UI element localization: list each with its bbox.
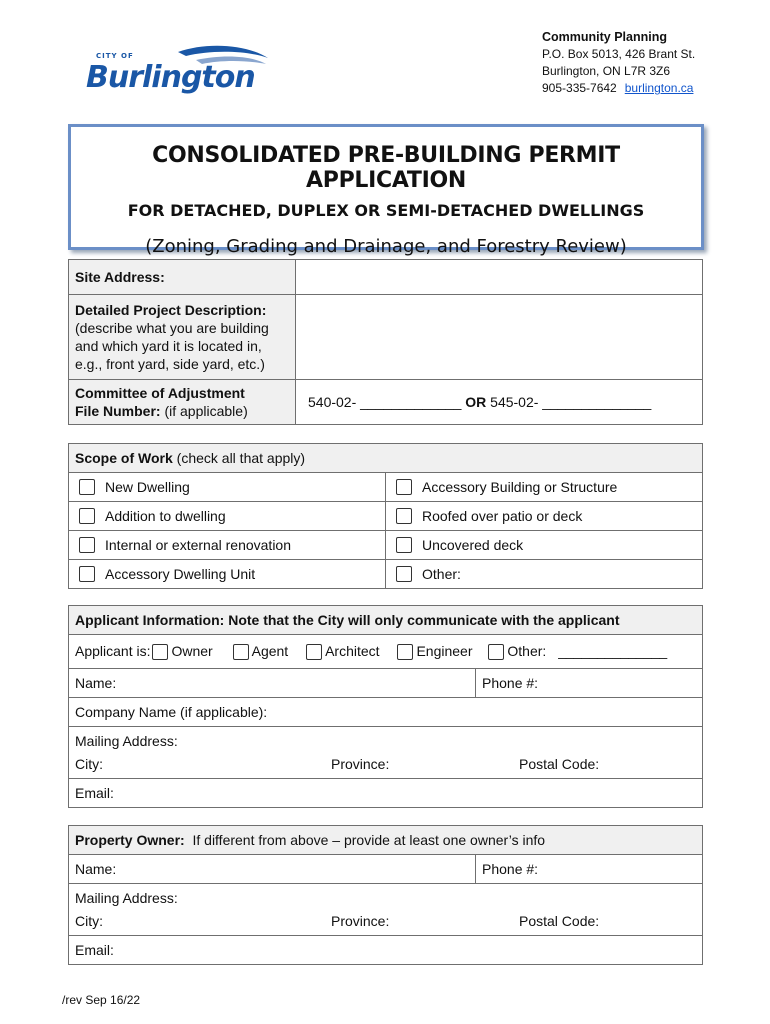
scope-option[interactable]: Roofed over patio or deck [392,508,696,524]
scope-heading: Scope of Work (check all that apply) [69,444,703,473]
checkbox[interactable] [396,479,412,495]
owner-name-field[interactable]: Name: [69,855,476,884]
coa-or: OR [465,394,487,410]
department-name: Community Planning [542,30,667,44]
applicant-type-row: Applicant is: Owner Agent Architect Engineer Other: ______________ [69,635,703,669]
checkbox[interactable] [79,537,95,553]
checkbox[interactable] [396,566,412,582]
site-address-label: Site Address: [69,260,296,295]
applicant-mailing-field[interactable]: Mailing Address: City: Province: Postal Code: [69,727,703,779]
project-description-label: Detailed Project Description: (describe what you are building and which yard it is located in, e.g., front yard, side yard, etc.) [69,295,296,380]
checkbox[interactable] [79,479,95,495]
applicant-heading: Applicant Information: Note that the City will only communicate with the applicant [69,606,703,635]
project-description-hint: (describe what you are building and which yard it is located in, e.g., front yard, side yard, etc.) [75,320,269,372]
contact-block [542,29,695,97]
form-subtitle: FOR DETACHED, DUPLEX OR SEMI-DETACHED DWELLINGS [127,201,645,220]
owner-phone-field[interactable]: Phone #: [476,855,703,884]
owner-table [68,825,703,965]
applicant-email-field[interactable]: Email: [69,779,703,808]
checkbox-engineer[interactable] [397,644,413,660]
scope-option[interactable]: Other: [392,566,696,582]
coa-prefix-545[interactable]: 545-02- ______________ [490,394,652,410]
other-input-line[interactable]: ______________ [558,642,668,659]
coa-prefix-540[interactable]: 540-02- _____________ [308,394,462,410]
owner-mailing-field[interactable]: Mailing Address: City: Province: Postal Code: [69,884,703,936]
coa-file-field[interactable] [296,380,703,425]
scope-option[interactable]: Accessory Dwelling Unit [75,566,379,582]
applicant-company-field[interactable]: Company Name (if applicable): [69,698,703,727]
phone-number: 905-335-7642 [542,81,617,95]
checkbox[interactable] [396,537,412,553]
owner-email-field[interactable]: Email: [69,936,703,965]
site-address-field[interactable] [296,260,703,295]
checkbox[interactable] [79,566,95,582]
scope-option[interactable]: New Dwelling [75,479,379,495]
title-box [68,124,704,257]
coa-file-label: Committee of Adjustment File Number: (if applicable) [69,380,296,425]
owner-heading: Property Owner: If different from above – provide at least one owner’s info [69,826,703,855]
applicant-table [68,605,703,808]
address-line-1: P.O. Box 5013, 426 Brant St. [542,47,696,61]
scope-option[interactable]: Uncovered deck [392,537,696,553]
scope-table [68,443,703,589]
form-review-note: (Zoning, Grading and Drainage, and Forestry Review) [145,236,627,257]
website-link[interactable]: burlington.ca [624,81,694,95]
form-title: CONSOLIDATED PRE-BUILDING PERMIT APPLICATION [152,143,620,193]
burlington-logo [86,44,270,100]
checkbox[interactable] [396,508,412,524]
applicant-phone-field[interactable]: Phone #: [476,669,703,698]
scope-option[interactable]: Addition to dwelling [75,508,379,524]
checkbox-architect[interactable] [306,644,322,660]
project-description-field[interactable] [296,295,703,380]
checkbox-agent[interactable] [233,644,249,660]
scope-option[interactable]: Accessory Building or Structure [392,479,696,495]
revision-note: /rev Sep 16/22 [62,993,141,1007]
checkbox[interactable] [79,508,95,524]
applicant-name-field[interactable]: Name: [69,669,476,698]
checkbox-owner[interactable] [152,644,168,660]
site-table [68,259,703,425]
checkbox-other[interactable] [488,644,504,660]
logo-city-of: CITY OF [96,52,134,60]
scope-option[interactable]: Internal or external renovation [75,537,379,553]
logo-wordmark: Burlington [86,60,255,95]
address-line-2: Burlington, ON L7R 3Z6 [542,64,671,78]
